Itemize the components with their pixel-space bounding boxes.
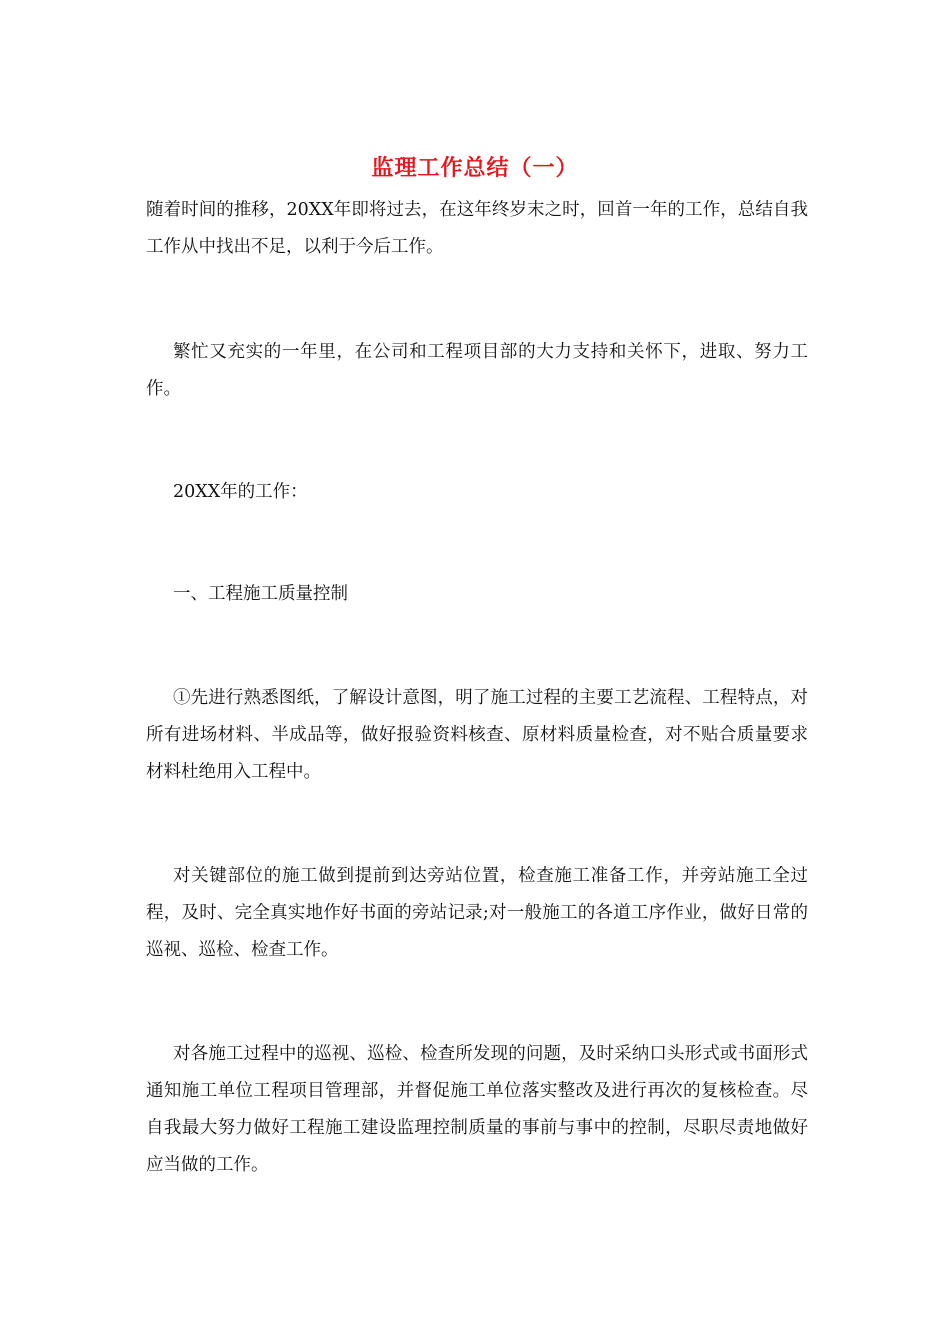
document-title: 监理工作总结（一） bbox=[371, 155, 579, 181]
paragraph-inspection-issues: 对各施工过程中的巡视、巡检、检查所发现的问题，及时采纳口头形式或书面形式通知施工单位工程项目管理部，并督促施工单位落实整改及进行再次的复核检查。尽自我最大努力做好工程施工建设监理控制质量的事前与事中的控制，尽职尽责地做好应当做的工作。 bbox=[146, 1044, 808, 1175]
paragraph-key-parts: 对关键部位的施工做到提前到达旁站位置，检查施工准备工作，并旁站施工全过程，及时、完全真实地作好书面的旁站记录;对一般施工的各道工序作业，做好日常的巡视、巡检、检查工作。 bbox=[146, 866, 808, 960]
paragraph-busy-year: 繁忙又充实的一年里，在公司和工程项目部的大力支持和关怀下，进取、努力工作。 bbox=[146, 342, 808, 399]
paragraph-item-1: ①先进行熟悉图纸，了解设计意图，明了施工过程的主要工艺流程、工程特点，对所有进场材料、半成品等，做好报验资料核查、原材料质量检查，对不贴合质量要求材料杜绝用入工程中。 bbox=[146, 688, 808, 782]
section-heading-quality-control: 一、工程施工质量控制 bbox=[173, 584, 348, 604]
paragraph-year-work-heading: 20XX年的工作： bbox=[173, 482, 308, 502]
paragraph-intro: 随着时间的推移，20XX年即将过去，在这年终岁末之时，回首一年的工作，总结自我工作从中找出不足，以利于今后工作。 bbox=[146, 200, 808, 257]
